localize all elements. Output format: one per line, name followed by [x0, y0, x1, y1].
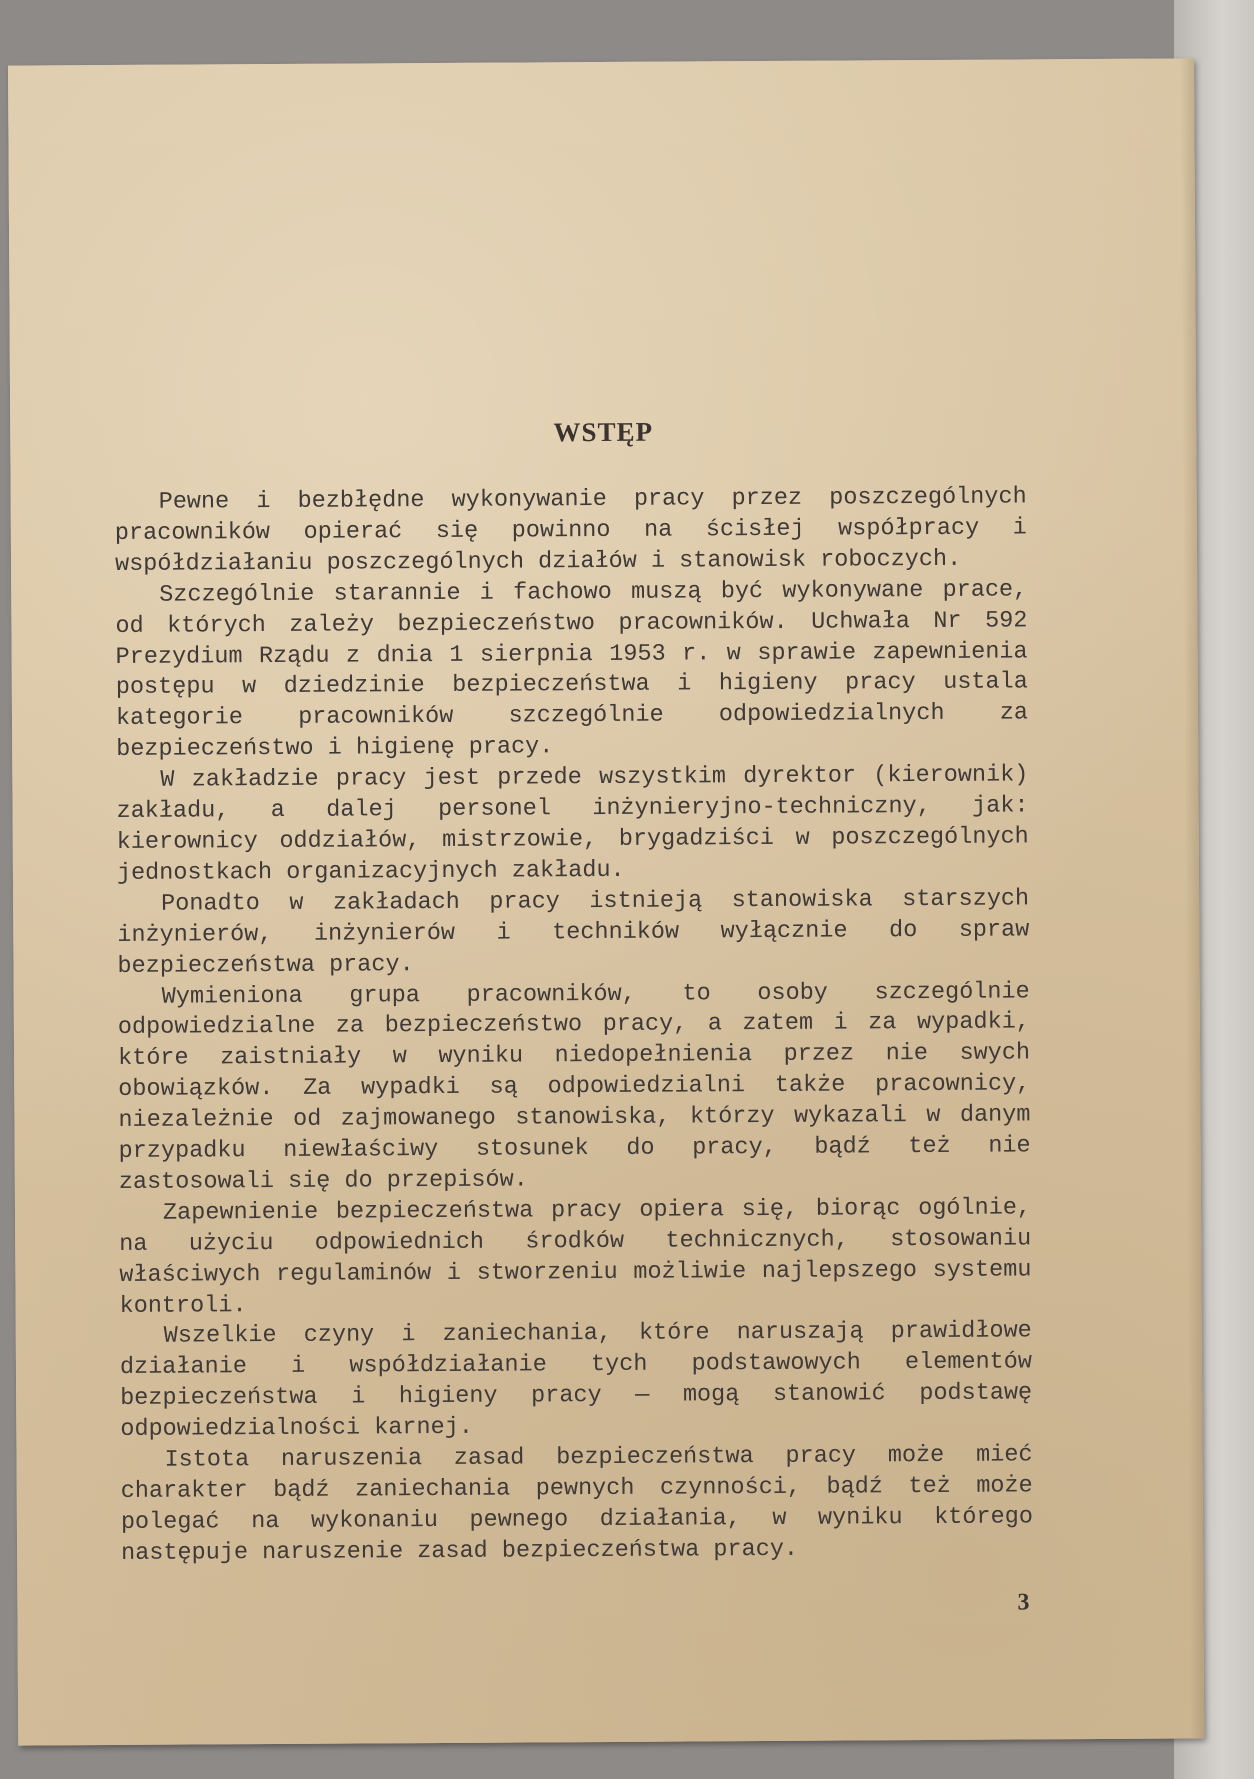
paragraph-4: Ponadto w zakładach pracy istnieją stanowiska starszych inżynierów, inżynierów i techników wyłącznie do spraw bezpieczeństwa pracy.: [117, 885, 1030, 980]
document-page: [8, 58, 1204, 1745]
paragraph-2: Szczególnie starannie i fachowo muszą być wykonywane prace, od których zależy bezpieczeństwo pracowników. Uchwała Nr 592 Prezydium Rządu z dnia 1 sierpnia 1953 r. w sprawie zapewnienia postępu w dziedzinie bezpieczeństwa i higieny pracy ustala kategorie pracowników szczególnie odpowiedzialnych za bezpieczeństwo i higienę pracy.: [115, 576, 1029, 764]
paragraph-1: Pewne i bezbłędne wykonywanie pracy przez poszczególnych pracowników opierać się powinno na ścisłej współpracy i współdziałaniu poszczególnych działów i stanowisk roboczych.: [114, 483, 1027, 578]
paragraph-3: W zakładzie pracy jest przede wszystkim dyrektor (kierownik) zakładu, a dalej personel inżynieryjno-techniczny, jak: kierownicy oddziałów, mistrzowie, brygadziści w poszczególnych jednostkach organizacyjnych zakładu.: [116, 761, 1029, 887]
paragraph-8: Istota naruszenia zasad bezpieczeństwa pracy może mieć charakter bądź zaniechania pewnych czynności, bądź też może polegać na wykonaniu pewnego działania, w wyniku którego następuje naruszenie zasad bezpieczeństwa pracy.: [120, 1441, 1033, 1567]
page-number: 3: [1017, 1589, 1030, 1616]
paragraph-5: Wymieniona grupa pracowników, to osoby szczególnie odpowiedzialne za bezpieczeństwo pracy, a zatem i za wypadki, które zaistniały w wyniku niedopełnienia przez nie swych obowiązków. Za wypadki są odpowiedzialni także pracownicy, niezależnie od zajmowanego stanowiska, którzy wykazali w danym przypadku niewłaściwy stosunek do pracy, bądź też nie zastosowali się do przepisów.: [117, 977, 1031, 1196]
body-text: [115, 482, 1034, 1569]
paragraph-7: Wszelkie czyny i zaniechania, które naruszają prawidłowe działanie i współdziałanie tych podstawowych elementów bezpieczeństwa i higieny pracy — mogą stanowić podstawę odpowiedzialności karnej.: [119, 1317, 1033, 1444]
paragraph-6: Zapewnienie bezpieczeństwa pracy opiera się, biorąc ogólnie, na użyciu odpowiednich środków technicznych, stosowaniu właściwych regulaminów i stworzeniu możliwie najlepszego systemu kontroli.: [119, 1194, 1032, 1320]
page-title: WSTĘP: [553, 416, 654, 448]
